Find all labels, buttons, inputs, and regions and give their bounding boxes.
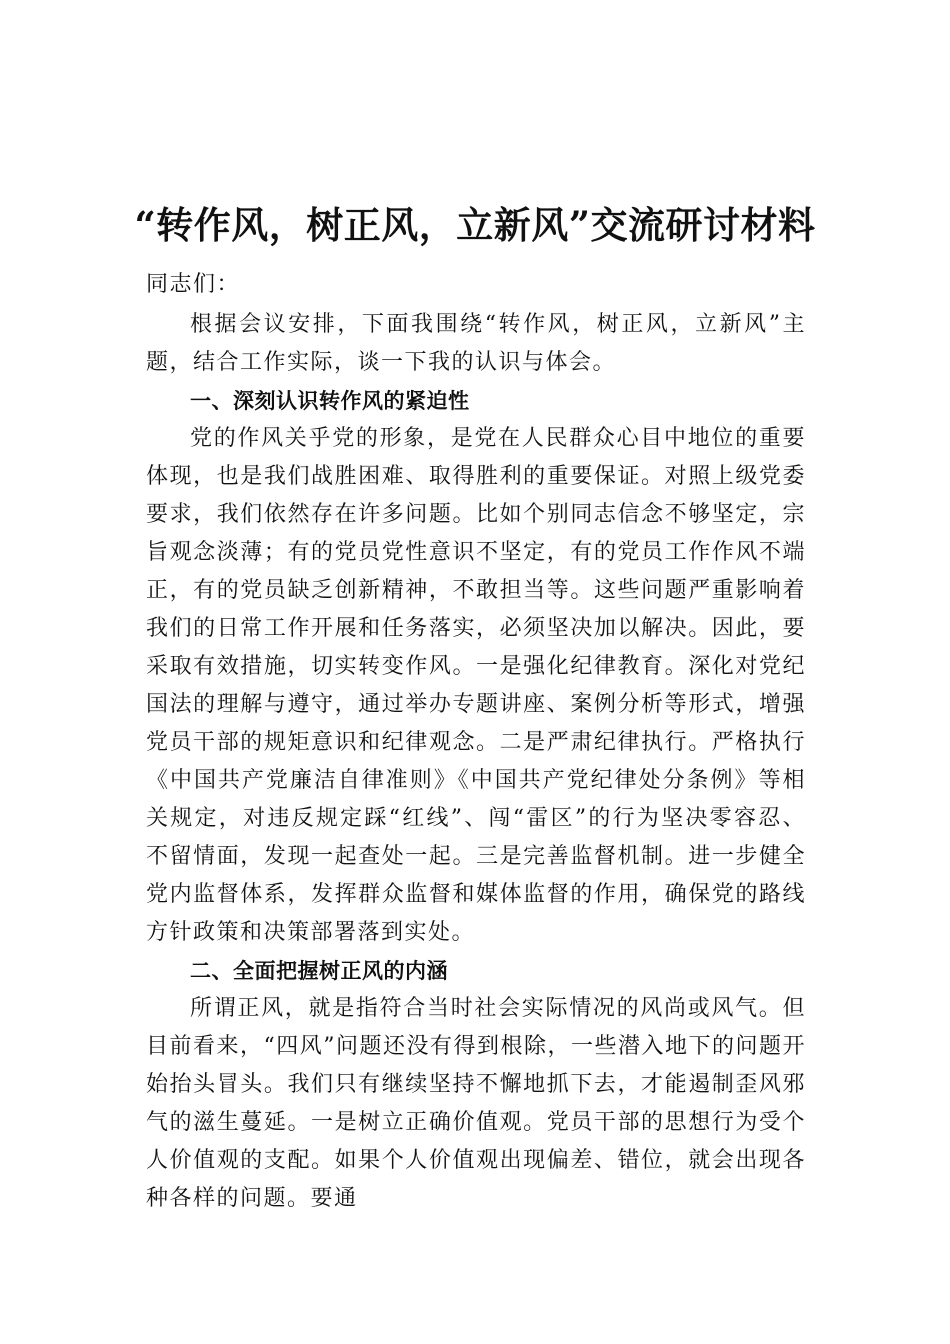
document-title: “转作风，树正风，立新风”交流研讨材料 [134, 202, 816, 247]
document-body [146, 266, 806, 1218]
section-paragraph-2: 所谓正风，就是指符合当时社会实际情况的风尚或风气。但目前看来，“四风”问题还没有得到根除，一些潜入地下的问题开始抬头冒头。我们只有继续坚持不懈地抓下去，才能遏制歪风邪气的滋生蔓延。一是树立正确价值观。党员干部的思想行为受个人价值观的支配。如果个人价值观出现偏差、错位，就会出现各种各样的问题。要通 [146, 996, 806, 1211]
section-heading-1: 一、深刻认识转作风的紧迫性 [190, 389, 470, 413]
salutation: 同志们： [146, 272, 241, 297]
section-paragraph-1: 党的作风关乎党的形象，是党在人民群众心目中地位的重要体现，也是我们战胜困难、取得胜利的重要保证。对照上级党委要求，我们依然存在许多问题。比如个别同志信念不够坚定，宗旨观念淡薄；有的党员党性意识不坚定，有的党员工作作风不端正，有的党员缺乏创新精神，不敢担当等。这些问题严重影响着我们的日常工作开展和任务落实，必须坚决加以解决。因此，要采取有效措施，切实转变作风。一是强化纪律教育。深化对党纪国法的理解与遵守，通过举办专题讲座、案例分析等形式，增强党员干部的规矩意识和纪律观念。二是严肃纪律执行。严格执行《中国共产党廉洁自律准则》《中国共产党纪律处分条例》等相关规定，对违反规定踩“红线”、闯“雷区”的行为坚决零容忍、不留情面，发现一起查处一起。三是完善监督机制。进一步健全党内监督体系，发挥群众监督和媒体监督的作用，确保党的路线方针政策和决策部署落到实处。 [146, 426, 806, 945]
section-heading-2: 二、全面把握树正风的内涵 [190, 959, 448, 983]
intro-paragraph: 根据会议安排，下面我围绕“转作风，树正风，立新风”主题，结合工作实际，谈一下我的认识与体会。 [146, 312, 806, 375]
